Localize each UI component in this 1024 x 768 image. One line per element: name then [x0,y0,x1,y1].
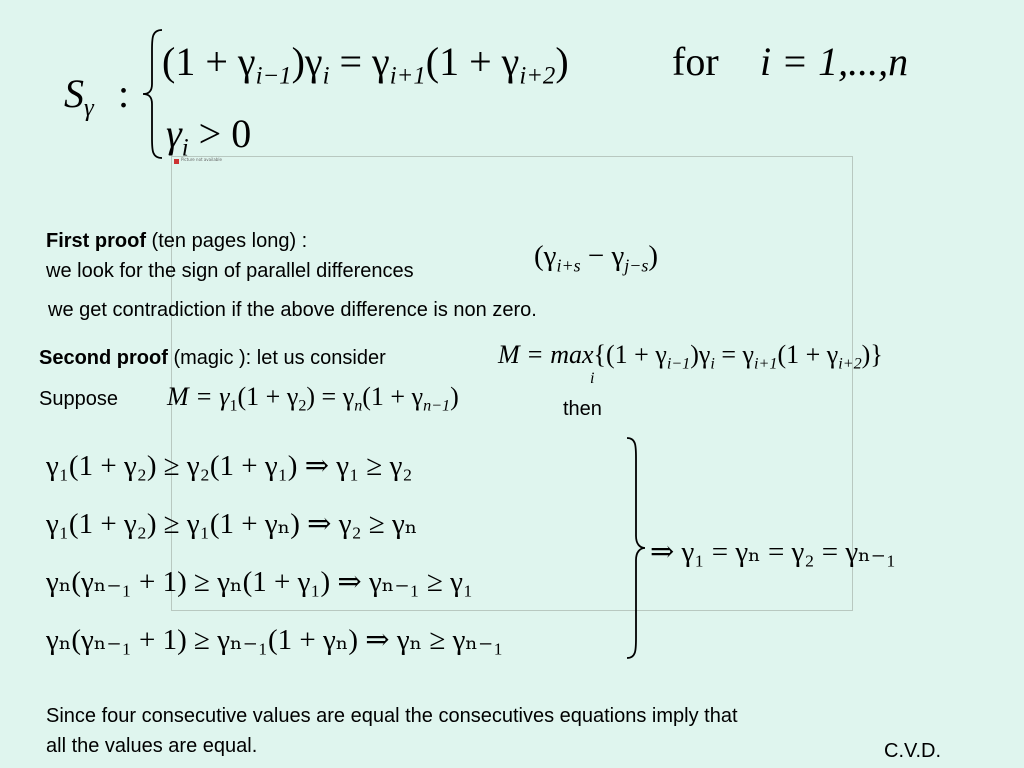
suppose-part-c: ) = γ [306,382,355,411]
second-proof-note: (magic ): let us consider [167,347,386,369]
implications-brace-icon [624,436,648,662]
max-def-part-e: (1 + γ [777,340,839,369]
system-equation-1 [162,39,569,90]
first-proof-note: (ten pages long) : [146,230,308,252]
eq1-sub-3: i+1 [389,62,426,90]
suppose-part-e: ) [450,382,459,411]
system-label-letter: S [64,71,84,116]
then-label: then [563,398,602,420]
suppose-part-d: (1 + γ [362,382,424,411]
first-proof-line-2: we look for the sign of parallel differences [46,260,414,282]
suppose-part-a: M = γ [167,382,230,411]
diff-sub-2: j−s [624,255,649,276]
eq1-sub-2: i [322,62,330,90]
diff-sub-1: i+s [556,255,581,276]
parallel-difference-formula [534,240,659,276]
second-proof-title: Second proof [39,347,168,369]
suppose-sub-3: n [354,397,363,415]
eq1-part-e: ) [555,39,569,84]
broken-image-icon [174,159,179,164]
max-def-sub-2: i [710,355,715,373]
suppose-formula [167,382,459,415]
max-def-sub-1: i−1 [666,355,691,373]
eq2-rest: > 0 [188,111,252,156]
max-def-part-b: {(1 + γ [593,340,667,369]
eq1-sub-4: i+2 [519,62,556,90]
closing-line-2: all the values are equal. [46,735,258,757]
eq1-part-a: (1 + γ [162,39,256,84]
max-def-sub-3: i+1 [754,355,778,373]
system-label [64,71,94,122]
suppose-sub-4: n−1 [423,397,451,415]
eq1-part-d: (1 + γ [425,39,520,84]
max-def-part-f: )} [861,340,883,369]
max-def-part-a: M = max [498,340,594,369]
suppose-sub-2: 2 [298,397,307,415]
second-proof-line-1 [39,346,386,370]
suppose-label: Suppose [39,388,118,410]
first-proof-title: First proof [46,230,146,252]
eq1-part-b: )γ [291,39,323,84]
first-proof-line-3: we get contradiction if the above difference is non zero. [48,299,537,321]
max-definition-formula [498,340,883,373]
for-label: for [672,39,719,84]
closing-line-1: Since four consecutive values are equal the consecutives equations imply that [46,705,738,727]
diff-part-b: − γ [580,240,625,272]
eq2-sub: i [181,134,189,162]
cvd-label: C.V.D. [884,740,942,762]
implication-row-4: γₙ(γₙ₋₁ + 1) ≥ γₙ₋₁(1 + γₙ) ⇒ γₙ ≥ γₙ₋₁ [46,624,504,656]
diff-part-a: (γ [534,240,557,272]
implication-row-3: γₙ(γₙ₋₁ + 1) ≥ γₙ(1 + γ₁) ⇒ γₙ₋₁ ≥ γ₁ [46,566,474,598]
eq2-gamma: γ [166,111,182,156]
first-proof-line-1 [46,229,307,253]
implication-row-2: γ₁(1 + γ₂) ≥ γ₁(1 + γₙ) ⇒ γ₂ ≥ γₙ [46,508,418,540]
system-label-sub: γ [84,94,94,122]
suppose-sub-1: 1 [229,397,238,415]
eq1-part-c: = γ [329,39,390,84]
max-def-part-d: = γ [714,340,755,369]
max-def-part-c: )γ [690,340,711,369]
suppose-part-b: (1 + γ [237,382,299,411]
max-def-sub-4: i+2 [838,355,862,373]
system-colon: : [118,71,130,116]
max-subscript-index: i [590,370,595,387]
missing-picture-label: Picture not available [181,157,222,162]
index-range: i = 1,...,n [760,39,909,84]
eq1-sub-1: i−1 [255,62,292,90]
conclusion-formula: ⇒ γ₁ = γₙ = γ₂ = γₙ₋₁ [650,536,897,568]
diff-part-c: ) [648,240,659,272]
implication-row-1: γ₁(1 + γ₂) ≥ γ₂(1 + γ₁) ⇒ γ₁ ≥ γ₂ [46,450,413,482]
